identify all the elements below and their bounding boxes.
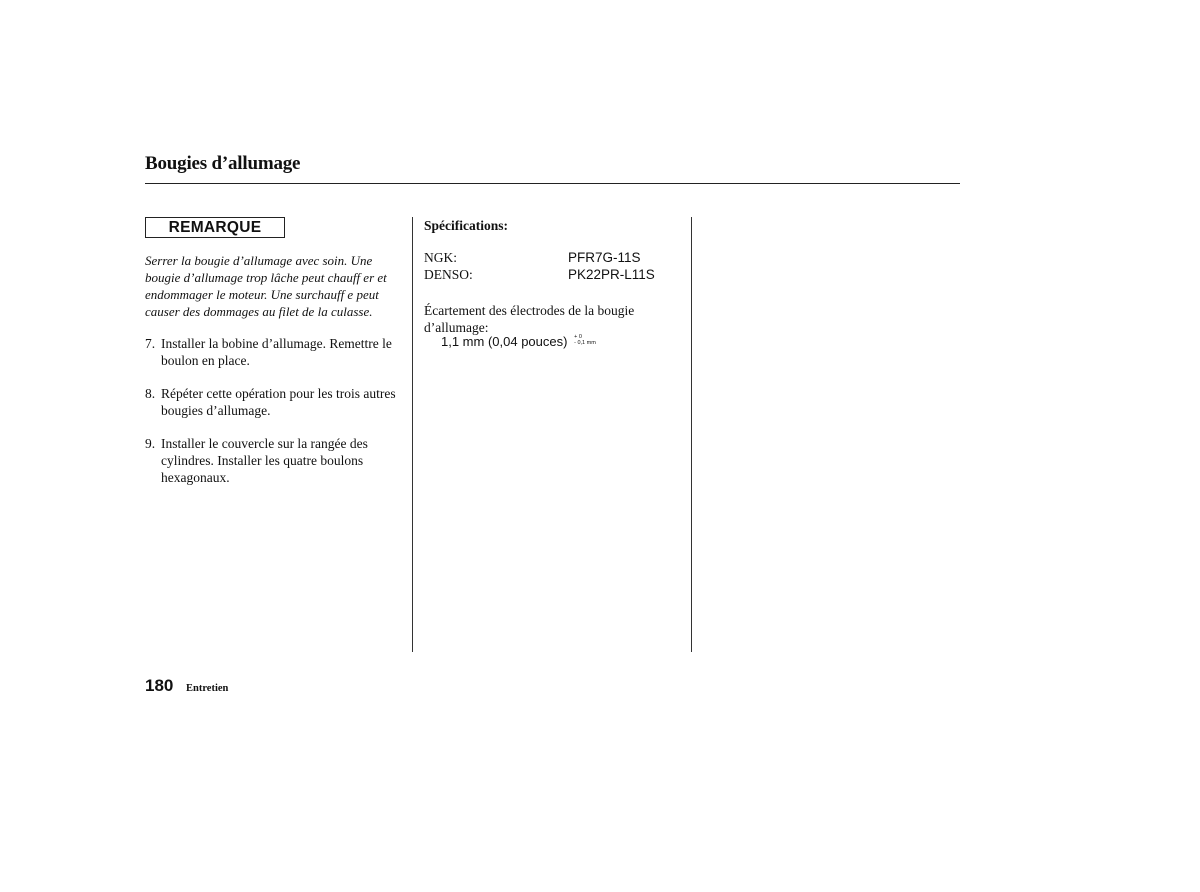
notice-text: Serrer la bougie d’allumage avec soin. Une bougie d’allumage trop lâche peut chauff er et endommager le moteur. Une surchauff e peut causer des dommages au filet de la culasse.	[145, 253, 387, 319]
list-item	[145, 435, 407, 486]
specifications-heading: Spécifications:	[424, 218, 508, 233]
electrode-gap-label: Écartement des électrodes de la bougie d’allumage:	[424, 303, 635, 335]
page-number: 180	[145, 676, 174, 695]
footer-section-label: Entretien	[186, 683, 229, 694]
step-number: 7.	[145, 336, 156, 351]
spec-label-denso: DENSO:	[424, 267, 473, 282]
column-divider-left	[412, 217, 413, 652]
step-number: 8.	[145, 386, 156, 401]
step-text: Répéter cette opération pour les trois autres bougies d’allumage.	[161, 386, 396, 418]
step-text: Installer la bobine d’allumage. Remettre le boulon en place.	[161, 336, 392, 368]
column-divider-right	[691, 217, 692, 652]
list-item	[145, 385, 407, 419]
gap-measurement: 1,1 mm (0,04 pouces)	[441, 334, 568, 349]
gap-tolerance-minus: - 0,1 mm	[574, 339, 596, 346]
spec-value-denso: PK22PR-L11S	[568, 267, 655, 282]
electrode-gap-value	[441, 333, 596, 350]
page-title: Bougies d’allumage	[145, 153, 301, 174]
title-divider	[145, 183, 960, 184]
spec-value-ngk: PFR7G-11S	[568, 250, 641, 265]
spec-label-ngk: NGK:	[424, 250, 457, 265]
gap-tolerance	[574, 334, 596, 346]
gap-tolerance-plus: + 0	[574, 333, 582, 340]
step-number: 9.	[145, 436, 156, 451]
notice-label: REMARQUE	[145, 217, 285, 238]
list-item	[145, 335, 407, 369]
step-text: Installer le couvercle sur la rangée des cylindres. Installer les quatre boulons hexagonaux.	[161, 436, 368, 485]
